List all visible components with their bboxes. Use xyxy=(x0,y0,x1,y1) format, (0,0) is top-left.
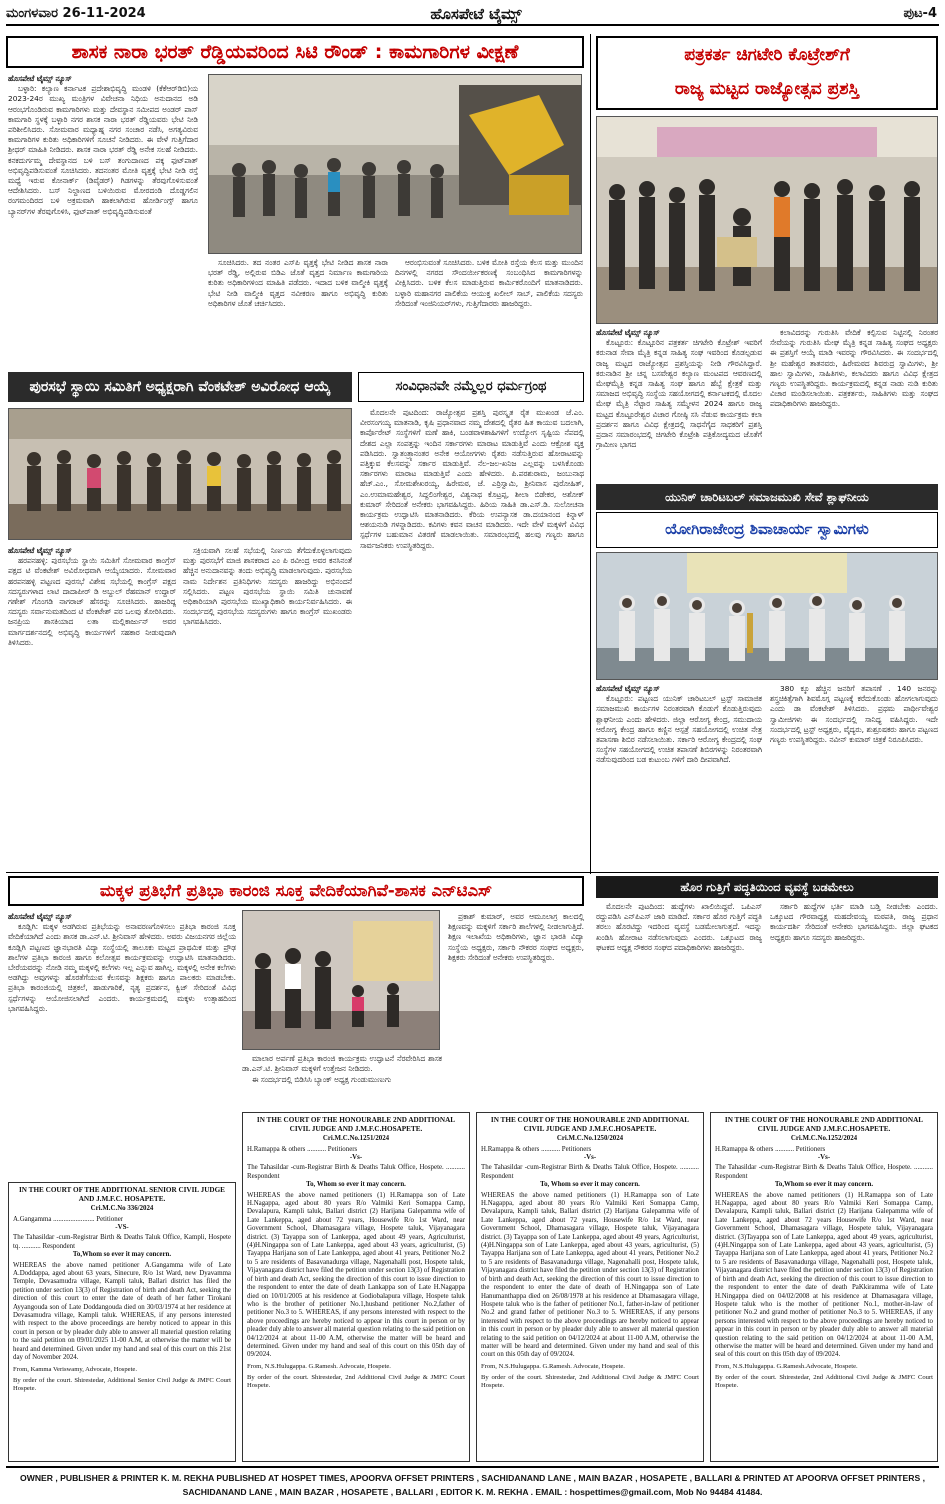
story7-column-2 xyxy=(448,912,584,1108)
legal4-to-whom: To,Whom so ever it may concern. xyxy=(774,1181,874,1189)
legal2-petitioner: H.Ramappa & others ........... Petitioners xyxy=(247,1145,358,1153)
legal2-versus: -Vs- xyxy=(349,1154,363,1161)
legal1-petitioner: A.Gangamma ........................ Petitioner xyxy=(13,1215,124,1223)
legal3-respondent: The Tahasildar -cum-Registrar Birth & Deaths Taluk Office, Hospete. ........... Respondent xyxy=(481,1164,699,1180)
story2-column-1 xyxy=(596,328,762,478)
legal2-case-number: Cri.M.C.No.1251/2024 xyxy=(322,1135,390,1143)
story5-column-2 xyxy=(770,684,938,868)
story2-col1-text: ಕೊಟ್ಟೂರು: ಕೊಟ್ಟೂರಿನ ಪತ್ರಕರ್ತ ಚಿಗಟೇರಿ ಕೊಟ್ರೇಶ್ ಇವರಿಗೆ ಕರುನಾಡ ಸೇವಾ ಮೈತ್ರಿ ಕನ್ನಡ ಸಾಹಿತ್ಯ ಸಂಘ ಇವರಿಂದ ಕೊಡಲ್ಪಡುವ ರಾಜ್ಯ ಮಟ್ಟದ ರಾಜ್ಯೋತ್ಸವ ಪ್ರಶಸ್ತಿಯನ್ನು ನೀಡಿ ಗೌರವಿಸಿದ್ದಾರೆ. ಕರುನಾಡಿನ ಶ್ರೀ ಚನ್ನ ಬಸವೇಶ್ವರ ಕಲ್ಯಾಣ ಮಂಟಪದ ಆವರಣದಲ್ಲಿ ಮೇಘಮೈತ್ರಿ ಕನ್ನಡ ಸಾಹಿತ್ಯ ಸಂಘ ಹಾಗೂ ಹೆಬ್ಬೆ ಕ್ಷೇತ್ರಕೆ ಮತ್ತು ಸಮಾಜದ ಅಭಿವೃದ್ಧಿ ಸಂಸ್ಥೆಯ ಸಹಯೋಗದಲ್ಲಿ ಕರ್ನಾಟಕದಲ್ಲಿ ಮೊದಲ ಮೇಘ ಮೈತ್ರಿ ನೆಟ್ಟಾರ ಸಾಹಿತ್ಯ ಸಮ್ಮೇಳನ 2024 ಹಾಗೂ ರಾಜ್ಯ ಮಟ್ಟದ ಕೊಟ್ಟೂರೇಶ್ವರ ವಿಚಾರ ಗೋಷ್ಠಿ ಸಸಿ ನೆಡುವ ಕಾರ್ಯಕ್ರಮ ಕಲಾ ಪ್ರದರ್ಶನ ಹಾಗೂ ವಿವಿಧ ಕ್ಷೇತ್ರದಲ್ಲಿ ಸಾಧನೆಗೈದ ಸಾಧಕರಿಗೆ ಪ್ರಶಸ್ತಿ ಪ್ರದಾನ ಸಮಾರಂಭದಲ್ಲಿ ಚಿಗಟೇರಿ ಕೊಟ್ರೇಶಿ ಪತ್ರಿಕೋದ್ಯಮದ ಜೊತೆಗೆ ಗ್ರಾಮೀಣ ಭಾಗದ xyxy=(596,338,762,450)
story5-photo xyxy=(596,552,938,680)
legal3-by-order: By order of the court. Shirestedar, 2nd Additional Civil Judge & JMFC Court Hospete. xyxy=(481,1373,699,1389)
story3-photo xyxy=(8,408,352,540)
section-divider xyxy=(6,872,939,873)
story1-col3-text: ಆರಂಭಿಸುವಂತೆ ಸೂಚಿಸಿದರು. ಬಳಿಕ ಮೋತಿ ರಸ್ತೆಯ ಕೆಲಸ ಮತ್ತು ಮುಂದಿನ ದಿನಗಳಲ್ಲಿ ನಗರದ ಸೌಂದರ್ಯೀಕರಣಕ್ಕೆ ಸಂಬಂಧಿಸಿದ ಕಾಮಗಾರಿಗಳನ್ನು ವೀಕ್ಷಿಸಿದರು. ಬಳಿಕ ಕೆಲಸ ಮಾಡುತ್ತಿರುವ ಕಾರ್ಮಿಕರೊಂದಿಗೆ ಮಾತನಾಡಿದರು. ಬಳ್ಳಾರಿ ಮಹಾನಗರ ಪಾಲಿಕೆಯ ಆಯುಕ್ತ ಖಲೀಲ್ ಸಾಬ್, ಪಾಲಿಕೆಯ ಸದಸ್ಯರು ಸೇರಿದಂತೆ ಇಂಜಿನಿಯರ್‌ಗಳು, ಗುತ್ತಿಗೆದಾರರು ಹಾಜರಿದ್ದರು. xyxy=(395,258,583,308)
legal-notice-1 xyxy=(8,1182,236,1462)
story3-col1-text: ಹರಪನಹಳ್ಳಿ: ಪುರಸಭೆಯ ಸ್ಥಾಯಿ ಸಮಿತಿಗೆ ಸೋಮವಾರ ಕಾಂಗ್ರೆಸ್ ಪಕ್ಷದ ಟಿ ವೆಂಕಟೇಶ್ ಅವಿರೋಧವಾಗಿ ಆಯ್ಕೆಯಾದರು. ಸೋಮವಾರ ಹರಪನಹಳ್ಳಿ ಪಟ್ಟಣದ ಪುರಸಭೆ ವಿಶೇಷ ಸಭೆಯಲ್ಲಿ ಕಾಂಗ್ರೆಸ್ ಪಕ್ಷದ ಸದಸ್ಯರುಗಳಾದ ಲಾಟಿ ದಾದಾಪೀರ್ ಡಿ ಅಬ್ದುಲ್ ರೆಹಮಾನ್ ಉದ್ದಾರ್ ಗಣೇಶ್ ಗೊಂಗಡಿ ನಾಗರಾಜ್ ಹೆಸರನ್ನು ಸೂಚಿಸಿದರು. ಹಾಜರಿದ್ದ ಸದಸ್ಯರು ಸರ್ವಾನುಮತದಿಂದ ಟಿ ವೆಂಕಟೇಶ್ ಪರ ಒಲವು ತೋರಿಸಿದರು. ಜನಪ್ರಿಯ ಶಾಸಕಿಯಾದ ಲತಾ ಮಲ್ಲಿಕಾರ್ಜುನ್ ಅವರ ಮಾರ್ಗದರ್ಶನದಲ್ಲಿ ಅಭಿವೃದ್ಧಿ ಕಾರ್ಯಗಳಿಗೆ ಸಹಕಾರ ನೀಡುವುದಾಗಿ ತಿಳಿಸಿದರು. xyxy=(8,556,176,647)
legal3-from: From, N.S.Hulugappa. G.Ramesh. Advocate, Hospete. xyxy=(481,1362,625,1370)
story7-column-1 xyxy=(8,912,236,1180)
story3-byline: ಹೊಸಪೇಟೆ ಟೈಮ್ಸ್ ನ್ಯೂಸ್ xyxy=(8,546,72,555)
story1-byline: ಹೊಸಪೇಟೆ ಟೈಮ್ಸ್ ನ್ಯೂಸ್ xyxy=(8,74,72,83)
story6-col2-text: ಸರ್ಕಾರಿ ಹುದ್ದೆಗಳ ಭರ್ತಿ ಮಾಡಿ ಬಡ್ತಿ ನೀಡಬೇಕು ಎಂದರು. ಒಕ್ಕೂಟದ ಗೌರವಾಧ್ಯಕ್ಷ ಮಹದೇವಯ್ಯ ಮಠಪತಿ, ರಾಜ್ಯ ಪ್ರಧಾನ ಕಾರ್ಯದರ್ಶಿ ಸೇರಿದಂತೆ ಅನೇಕರು ಭಾಗವಹಿಸಿದ್ದರು. ಜಿಲ್ಲಾ ಘಟಕದ ಅಧ್ಯಕ್ಷರು ಹಾಗೂ ಸದಸ್ಯರು ಹಾಜರಿದ್ದರು. xyxy=(770,902,938,942)
story3-column-1 xyxy=(8,546,176,868)
story5-headline-line2: ಯೋಗಿರಾಜೇಂದ್ರ ಶಿವಾಚಾರ್ಯ ಸ್ವಾಮಿಗಳು xyxy=(596,512,938,548)
story3-column-2 xyxy=(183,546,352,868)
story5-col1-text: ಕೊಟ್ಟೂರು: ಪಟ್ಟಣದ ಯುನಿಕ್ ಚಾರಿಟಬಲ್ ಟ್ರಸ್ಟ್ ಸಾಮಾಜಿಕ ಸಮಾಜಮುಖಿ ಕಾರ್ಯಗಳ ನಿರಂತರವಾಗಿ ಕೊಡುಗೆ ಕೊಡುತ್ತಿರುವುದು ಶ್ಲಾಘನೀಯ ಎಂದು ಹೇಳಿದರು. ಜಿಲ್ಲಾ ಆರೋಗ್ಯ ಕೇಂದ್ರ, ಸಮುದಾಯ ಆರೋಗ್ಯ ಕೇಂದ್ರ ಹಾಗೂ ಕಣ್ಣಿನ ಆಸ್ಪತ್ರೆ ಸಹಯೋಗದಲ್ಲಿ ಉಚಿತ ನೇತ್ರ ತಪಾಸಣಾ ಶಿಬಿರ ನಡೆಸಲಾಯಿತು. ಸರ್ಕಾರಿ ಆರೋಗ್ಯ ಕೇಂದ್ರದಲ್ಲಿ ಸಂಘ ಸಂಸ್ಥೆಗಳ ಸಹಯೋಗದಲ್ಲಿ ಉಚಿತ ತಪಾಸಣೆ ಶಿಬಿರಗಳನ್ನು ನಿರಂತರವಾಗಿ ನಡೆಸುವುದರಿಂದ ಬಡ ಕುಟುಂಬ ಗಳಿಗೆ ದಾರಿ ದೀಪವಾಗಿದೆ. xyxy=(596,694,762,765)
story6-column-1 xyxy=(596,902,762,1108)
story1-photo-image xyxy=(209,75,582,254)
story2-photo xyxy=(596,116,938,324)
story5-headline-line1: ಯುನಿಕ್ ಚಾರಿಟಬಲ್ ಸಮಾಜಮುಖಿ ಸೇವೆ ಶ್ಲಾಘನೀಯ xyxy=(596,484,938,510)
legal1-body: WHEREAS the above named petitioner A.Gangamma wife of Late A.Doddappa, aged about 63 years, Sinecure, R/o 1st Ward, new Dyavamma Temple, Devasamudra village, Kampli taluk, Ballari district has filed the petition under section 13(3) of Registration of birth and death Act, seeking the direction of this court to enter the date of death of her father Tirokani Ayyangouda son of Late Doddangouda died on 30/03/1974 at her residence at Devasamudra village, Kampli taluk. WHEREAS, if any persons interested with respect to the above proceedings are hereby noticed to appear in this court in person or by pleader duly able to answer all material question relating to the said petition on 09/01/2025 11-00 A.M, at otherwise the matter will be heard and determined. Given under my hand and seal of this court on this 21st day of November 2024. xyxy=(13,1261,231,1362)
legal-notice-4 xyxy=(710,1112,938,1462)
legal1-case-number: Cri.M.C.No 336/2024 xyxy=(90,1205,154,1213)
legal1-respondent: The Tahasildar -cum-Registrar Birth & Deaths Taluk Office, Kampli, Hospete tq. ........... Respondent xyxy=(13,1234,231,1250)
story7-photo-caption: ಮಾಲಾರ ಅರ್ಪಣೆ ಪ್ರತಿಭಾ ಕಾರಂಜಿ ಕಾರ್ಯಕ್ರಮ ಉದ್ಘಾಟನೆ ನೆರವೇರಿಸಿದ ಶಾಸಕ ಡಾ.ಎನ್.ಟಿ. ಶ್ರೀನಿವಾಸ್ ಮಕ್ಕಳಿಗೆ ಉತ್ತೇಜನ ನೀಡಿದರು. xyxy=(242,1054,442,1074)
legal3-court: IN THE COURT OF THE HONOURABLE 2ND ADDITIONAL CIVIL JUDGE AND J.M.F.C.HOSAPETE. xyxy=(490,1116,690,1133)
legal4-court: IN THE COURT OF THE HONOURABLE 2ND ADDITIONAL CIVIL JUDGE AND J.M.F.C.HOSAPETE. xyxy=(724,1116,924,1133)
legal1-versus: -VS- xyxy=(115,1224,129,1231)
story1-column-2 xyxy=(208,258,388,364)
footer-line-2: SACHIDANAND LANE , MAIN BAZAR , HOSAPETE , BALLARI , EDITOR K. M. REKHA . EMAIL : hospettimes@gmail.com, Mob No 94484 41484. xyxy=(182,1487,763,1497)
story3-headline: ಪುರಸಭೆ ಸ್ಥಾಯಿ ಸಮಿತಿಗೆ ಅಧ್ಯಕ್ಷರಾಗಿ ವೆಂಕಟೇಶ್ ಅವಿರೋಧ ಆಯ್ಕೆ xyxy=(8,372,352,402)
story5-byline: ಹೊಸಪೇಟೆ ಟೈಮ್ಸ್ ನ್ಯೂಸ್ xyxy=(596,684,660,693)
story2-col2-text: ಕಲಾವಿದರನ್ನು ಗುರುತಿಸಿ ವೇದಿಕೆ ಕಲ್ಪಿಸುವ ನಿಟ್ಟಿನಲ್ಲಿ ನಿರಂತರ ಸೇವೆಯನ್ನು ಗುರುತಿಸಿ ಮೇಘ ಮೈತ್ರಿ ಕನ್ನಡ ಸಾಹಿತ್ಯ ಸಂಘದ ಅಧ್ಯಕ್ಷರು ಈ ಪ್ರಶಸ್ತಿಗೆ ಆಯ್ಕೆ ಮಾಡಿ ಇವರನ್ನು ಗೌರವಿಸಿದರು. ಈ ಸಂದರ್ಭದಲ್ಲಿ ಶ್ರೀ ಮಹೇಶ್ವರ ತಾತನವರು, ಹಿರೇಮಠದ ಶಿವರುದ್ರ ಸ್ವಾಮಿಗಳು, ಶ್ರೀ ಹಾಲ ಸ್ವಾಮಿಗಳು, ಸಾಹಿತಿಗಳು, ಕಲಾವಿದರು ಹಾಗೂ ವಿವಿಧ ಕ್ಷೇತ್ರದ ಗಣ್ಯರು ಉಪಸ್ಥಿತರಿದ್ದರು. ಕಾರ್ಯಕ್ರಮದಲ್ಲಿ ಕನ್ನಡ ನಾಡು ನುಡಿ ಕುರಿತು ವಿಚಾರ ಮಂಡಿಸಲಾಯಿತು. ಪತ್ರಕರ್ತರು, ಸಾಹಿತಿಗಳು ಮತ್ತು ಸಂಘದ ಪದಾಧಿಕಾರಿಗಳು ಹಾಜರಿದ್ದರು. xyxy=(770,328,938,409)
story2-byline: ಹೊಸಪೇಟೆ ಟೈಮ್ಸ್ ನ್ಯೂಸ್ xyxy=(596,328,660,337)
legal4-by-order: By order of the court. Shirestedar, 2nd Additional Civil Judge & JMFC Court Hospete. xyxy=(715,1373,933,1389)
story6-column-2 xyxy=(770,902,938,1108)
legal1-court: IN THE COURT OF THE ADDITIONAL SENIOR CIVIL JUDGE AND J.M.F.C. HOSAPETE. xyxy=(19,1186,225,1203)
legal3-body: WHEREAS the above named petitioners (1) H.Ramappa son of Late H.Nagappa, aged about 80 years R/o Valmiki Keri Somappa Camp, Devalapura, Kampli taluk, Ballari district (2) Harijana Galepamma wife of Late Lankeppa, aged about 72 years, Housewife R/o 1st Ward, near Government School, Dhamasagara village, Hospete taluk, Vijayanagara district. (3) Tayappa son of Late Lankeppa, aged about 49 years, Agriculturist, (4)H.Ningappa son of Late Lankeppa, aged about 43 years, agriculturist, (5) Tayappa Harijana son of Late Lankeppa, aged about 41 years, Petitioner No.2 to 5 are residents of Basavanadurga village, Nagenahalli post, Hospete taluk, Vijayanagara district have filed the petition under section 13(3) of Registration of birth and death Act, seeking the direction of this court to issue direction to the respondent to enter the date of death of H.Ningappa son of Late Hanumanthappa died on 26/08/1978 at his residence at Dhamasagara village, Hospete taluk who is the father of petitioner No.1, father-in-law of petitioner No.2 and grand father of petitioner No.3 to 5. WHEREAS, if any persons interested with respect to the above proceedings are hereby noticed to appear in this court in person or by pleader duly able to answer all material question relating to the said petition on 04/12/2024 at about 11-00 A.M, otherwise the matter will be heard and determined. Given under my hand and seal of this court on this 05th day of 09/2024. xyxy=(481,1191,699,1359)
legal4-respondent: The Tahasildar -cum-Registrar Birth & Deaths Taluk Office, Hospete. ........... Respondent xyxy=(715,1164,933,1180)
masthead-date: ಮಂಗಳವಾರ 26-11-2024 xyxy=(6,6,146,21)
story1-col2-text: ಸೂಚಿಸಿದರು. ತದ ನಂತರ ಎಸ್‌ಪಿ ವೃತ್ತಕ್ಕೆ ಭೇಟಿ ನೀಡಿದ ಶಾಸಕ ನಾರಾ ಭರತ್ ರೆಡ್ಡಿ, ಅಲ್ಲಿರುವ ಬಿಡಿಎ ಜೊತೆ ವೃತ್ತದ ನಿರ್ಮಾಣ ಕಾಮಗಾರಿಯ ಕುರಿತು ಅಧಿಕಾರಿಗಳಿಂದ ಮಾಹಿತಿ ಪಡೆದರು. ಇದಾದ ಬಳಿಕ ವಾಲ್ಮೀಕಿ ವೃತ್ತಕ್ಕೆ ಭೇಟಿ ನೀಡಿ ವಾಲ್ಮೀಕಿ ವೃತ್ತದ ನವೀಕರಣ ಹಾಗೂ ಅಭಿವೃದ್ಧಿ ಕುರಿತು ಅಧಿಕಾರಿಗಳ ಜೊತೆ ಚರ್ಚಿಸಿದರು. xyxy=(208,258,388,308)
legal3-to-whom: To, Whom so ever it may concern. xyxy=(540,1181,640,1189)
story6-headline: ಹೊರ ಗುತ್ತಿಗೆ ಪದ್ಧತಿಯಿಂದ ವ್ಯವಸ್ಥೆ ಬಡಮೇಲು xyxy=(596,876,938,898)
legal-notice-3 xyxy=(476,1112,704,1462)
story4-column xyxy=(360,408,584,868)
story1-column-3 xyxy=(395,258,583,364)
story1-headline: ಶಾಸಕ ನಾರಾ ಭರತ್ ರೆಡ್ಡಿಯವರಿಂದ ಸಿಟಿ ರೌಂಡ್ : ಕಾಮಗಾರಿಗಳ ವೀಕ್ಷಣೆ xyxy=(6,36,584,68)
story6-col1-text: ಮೊದಲನೇ ಪುಟದಿಂದ: ಹುದ್ದೆಗಳು ಖಾಲಿಯಿದ್ದವೆ. ಒಪಿಎಸ್ ರದ್ದುಪಡಿಸಿ ಎನ್‌ಪಿಎಸ್ ಜಾರಿ ಮಾಡಿದೆ. ಸರ್ಕಾರ ಹೊರ ಗುತ್ತಿಗೆ ಪದ್ಧತಿ ತರಲು ಹೊರಟಿದ್ದು ಇದರಿಂದ ವ್ಯವಸ್ಥೆ ಬಡಮೇಲಾಗುತ್ತದೆ. ಇದನ್ನು ಖಂಡಿಸಿ ಹೋರಾಟ ನಡೆಸಲಾಗುವುದು ಎಂದರು. ಒಕ್ಕೂಟದ ರಾಜ್ಯ ಘಟಕದ ಅಧ್ಯಕ್ಷ ನೌಕರರ ಸಂಘದ ಪದಾಧಿಕಾರಿಗಳು ಹಾಜರಿದ್ದರು. xyxy=(596,902,762,952)
legal-notice-2 xyxy=(242,1112,470,1462)
legal3-case-number: Cri.M.C.No.1250/2024 xyxy=(556,1135,624,1143)
imprint-footer xyxy=(6,1466,939,1502)
story4-headline: ಸಂವಿಧಾನವೇ ನಮ್ಮೆಲ್ಲರ ಧರ್ಮಗ್ರಂಥ xyxy=(358,372,584,402)
legal1-from: From, Kamma Veriswamy, Advocate, Hospete. xyxy=(13,1365,137,1373)
legal3-versus: -Vs- xyxy=(583,1154,597,1161)
legal4-body: WHEREAS the above named petitioners (1) H.Ramappa son of Late H.Nagappa, aged about 80 years R/o Valmiki Keri Somappa Camp, Devalapura, Kampli taluk, Ballari district (2) Harijana Galepamma wife of Late Lankeppa, aged about 72 years Housewife R/o 1st Ward, near Government School, Dhamasagara village, Hospete taluk, Vijayanagara district. (3)Tayappa son of Late Lankeppa, aged about 49 years, agriculturist, (4)H.Ningappa son of Late Lankeppa, aged about 43 years, agriculturist, (5) Tayappa Harijana son of Late Lankeppa, aged about 41 years, Petitioner No.2 to 5 are residents of Basavanadurga village, Nagenahalli post, Hospete taluk, Vijayanagara district have filed the petition under section 13(3) of Registration of birth and death Act, seeking the direction of this court to issue direction to the respondent to enter the date of death PaKkiramma wife of Late H.Ningappa died on 04/02/2008 at his residence at Dhamasagara village, Hospete taluk who is the mother of petitioner No.1, mother-in-law of petitioner No.2 and grand mother of petitioner No.3 to 5. WHEREAS, if any persons interested with respect to the above proceedings are hereby noticed to appear in this court in person or by pleader duly able to answer all material question relating to the said petition on 04/12/2024 at about 11-00 A.M, otherwise the matter will be heard and determined. Given under my hand and seal of this court on this 05th day of 09/2024. xyxy=(715,1191,933,1359)
legal2-body: WHEREAS the above named petitioners (1) H.Ramappa son of Late H.Nagappa, aged about 80 years R/o Valmiki Keri Somappa Camp, Devalapura, Kampli taluk, Ballari district (2) Harijana Galepamma wife of Late Lankeppa, aged about 72 years, Housewife R/o 1st Ward, near Government School, Dhamasagara village, Hospete taluk, Vijayanagara district. (3) Tayappa son of Lankeppa, aged about 49 years, Agriculturist, (4)H.Ningappa son of Late Lankeppa, aged about 43 years, agriculturist, (5) Tayappa Harijana son of Late Lankeppa, aged about 41 years, Petitioner No.2 to 5 are residents of Basavanadurga village, Nagenahalli post, Hospete taluk, Vijayanagara district have filed the petition under section 13(3) of Registration of birth and death Act, seeking the direction of this court to issue direction to the respondent to enter the date of death Lankappa son of Late H.Nagappa died on 10/01/2005 at his residence at Godiobalapura village, Hospete taluk who is the brother of petitioner No.1,husband petitioner No.2,father of petitioner No.3 to 5. WHEREAS, if any persons interested with respect to the above proceedings are hereby noticed to appear in this court in person or by pleader duly able to answer all material question relating to the said petition on 04/12/2024 at about 11-00 A.M, otherwise the matter will be heard and determined. Given under my hand and seal of this court on this 05th day of 09/2024. xyxy=(247,1191,465,1359)
story7-byline: ಹೊಸಪೇಟೆ ಟೈಮ್ಸ್ ನ್ಯೂಸ್ xyxy=(8,912,72,921)
legal2-to-whom: To, Whom so ever it may concern. xyxy=(306,1181,406,1189)
legal4-from: From, N.S.Hulugappa. G.Ramesh.Advocate, Hospete. xyxy=(715,1362,858,1370)
story1-photo xyxy=(208,74,582,254)
legal2-from: From, N.S.Hulugappa. G.Ramesh. Advocate, Hospete. xyxy=(247,1362,391,1370)
masthead-paper-name: ಹೊಸಪೇಟೆ ಟೈಮ್ಸ್ xyxy=(430,5,522,23)
legal2-by-order: By order of the court. Shirestedar, 2nd Additional Civil Judge & JMFC Court Hospete. xyxy=(247,1373,465,1389)
story7-col1-text: ಕೂಡ್ಲಿಗಿ: ಮಕ್ಕಳ ಅಡಗಿರುವ ಪ್ರತಿಭೆಯನ್ನು ಅನಾವರಣಗೊಳಿಸಲು ಪ್ರತಿಭಾ ಕಾರಂಜಿ ಸೂಕ್ತ ವೇದಿಕೆಯಾಗಿದೆ ಎಂದು ಶಾಸಕ ಡಾ.ಎನ್.ಟಿ. ಶ್ರೀನಿವಾಸ್ ಹೇಳಿದರು. ಅವರು ವಿಜಯನಗರ ಜಿಲ್ಲೆಯ ಕೂಡ್ಲಿಗಿ ಪಟ್ಟಣದ ಜ್ಞಾನಭಾರತಿ ವಿದ್ಯಾ ಸಂಸ್ಥೆಯಲ್ಲಿ ತಾಲೂಕು ಮಟ್ಟದ ಪ್ರಾಥಮಿಕ ಮತ್ತು ಪ್ರೌಢ ಶಾಲೆಗಳ ಪ್ರತಿಭಾ ಕಾರಂಜಿ ಹಾಗೂ ಕಲೋತ್ಸವ ಕಾರ್ಯಕ್ರಮವನ್ನು ಉದ್ಘಾಟಿಸಿ ಮಾತನಾಡಿದರು. ಬೇರೆಯವರನ್ನು ನೋಡಿ ನಮ್ಮ ಮಕ್ಕಳಲ್ಲಿ ಕಲೆಗಳು ಇಲ್ಲ ಎನ್ನುವ ಹಾಗಿಲ್ಲ. ಮಕ್ಕಳಲ್ಲಿ ಅನೇಕ ಕಲೆಗಳು ಅಡಗಿದ್ದು ಅವುಗಳನ್ನು ಹೊರತೆಗೆಯುವ ಕೆಲಸವನ್ನು ಶಿಕ್ಷಕರು ಹಾಗೂ ಪಾಲಕರು ಮಾಡಬೇಕು. ಪ್ರತಿಭಾ ಕಾರಂಜಿಯಲ್ಲಿ ಚಿತ್ರಕಲೆ, ಹಾಡುಗಾರಿಕೆ, ನೃತ್ಯ ಪ್ರದರ್ಶನ, ಕ್ವಿಜ್ ಸೇರಿದಂತೆ ವಿವಿಧ ಸ್ಪರ್ಧೆಗಳನ್ನು ಆಯೋಜಿಸಲಾಗಿದೆ ಎಂದರು. ಕಾರ್ಯಕ್ರಮದಲ್ಲಿ ಮಕ್ಕಳು ಉತ್ಸಾಹದಿಂದ ಭಾಗವಹಿಸಿದ್ದರು. xyxy=(8,922,236,1013)
story5-column-1 xyxy=(596,684,762,868)
legal4-case-number: Cri.M.C.No.1252/2024 xyxy=(790,1135,858,1143)
story4-body-text: ಮೊದಲನೇ ಪುಟದಿಂದ: ರಾಜ್ಯೋತ್ಸವ ಪ್ರಶಸ್ತಿ ಪುರಸ್ಕೃತ ರೈತ ಮುಖಂಡ ಜೆ.ಎಂ. ವೀರಸಂಗಯ್ಯ ಮಾತನಾಡಿ, ಕೃಷಿ ಪ್ರಧಾನವಾದ ನಮ್ಮ ದೇಶದಲ್ಲಿ ರೈತರ ಹಿತ ಕಾಯುವ ಬದಲಾಗಿ, ಕಾರ್ಪೊರೇಟ್ ಸಂಸ್ಥೆಗಳಿಗೆ ಮಣೆ ಹಾಕಿ, ಬಂಡವಾಳಶಾಹಿಗಳಿಗೆ ಉದ್ಯೋಗ ಸೃಷ್ಟಿಯ ನೆಪದಲ್ಲಿ ದೇಶದ ಎಲ್ಲಾ ಸಂಪತ್ತನ್ನು ಇಂದಿನ ಸರ್ಕಾರಗಳು ಮಾರಾಟ ಮಾಡುತ್ತಿವೆ ಎಂದು ಆಕ್ರೋಶ ವ್ಯಕ್ತ ಪಡಿಸಿದರು. ಸ್ವಾತಂತ್ರ್ಯಾನಂತರ ಅನೇಕ ಆಯೋಗಗಳು ರೈತರು ನಡೆಸುತ್ತಿರುವ ಹೋರಾಟವನ್ನು ಪತ್ತಿಕ್ಕುವ ಕೆಲಸವನ್ನು ಸರ್ಕಾರ ಮಾಡುತ್ತಿವೆ. ನೆಲ-ಜಲ-ಖನಿಜ ಎಲ್ಲವನ್ನು ಬಳಸಿಕೊಂಡು ಸರ್ಕಾರಗಳು ಮಾರಾಟ ಮಾಡುತ್ತಿವೆ ಎಂದು ಹೇಳಿದರು. ಪಿ.ಪರಶುರಾಮ, ಜಂಬುನಾಥ ಹೆಚ್.ಎಂ., ಸೋಮಶೇಖರಯ್ಯ, ಹಿರೇಮಠ, ಜೆ. ಎರ್ರಿಸ್ವಾಮಿ, ಶ್ರೀನಿವಾಸ ಪುರೋಹಿತ್, ಎಂ.ಉಮಾಮಹೇಶ್ವರ, ಸಿದ್ದಲಿಂಗೇಶ್ವರ, ವಿಶ್ವನಾಥ ಕೊಟ್ರಪ್ಪ, ಶೀಲಾ ಬಿಡೇಕರ, ಅಶೋಕ್ ಕುಮಾರ್ ಸೇರಿದಂತೆ ಅನೇಕರು ಭಾಗವಹಿಸಿದ್ದರು. ಹಿರಿಯ ಸಾಹಿತಿ ಡಾ.ಎಸ್.ಡಿ. ಸುಲೋಚನಾ ಕಾರ್ಯಕ್ರಮ ಉದ್ಘಾಟಿಸಿ ಮಾತನಾಡಿದರು. ಕೆರಿಯ ಉಪನ್ಯಾಸಕ ಡಾ.ದಯಾನಂದ ಕಿನ್ನಾಳ್ ಆಶಯನುಡಿ ಗಳನ್ನಾಡಿದರು. ಕವಿಗಳು ಕವನ ವಾಚನ ಮಾಡಿದರು. ಇದೇ ವೇಳೆ ಮಕ್ಕಳಿಗೆ ವಿವಿಧ ಸ್ಪರ್ಧೆಗಳ ಬಹುಮಾನ ವಿತರಣೆ ಮಾಡಲಾಯಿತು. ಸಮಾರಂಭದಲ್ಲಿ ಹಲವು ಗಣ್ಯರು ಹಾಗೂ ಸಾರ್ವಜನಿಕರು ಉಪಸ್ಥಿತರಿದ್ದರು. xyxy=(360,408,584,550)
story7-headline: ಮಕ್ಕಳ ಪ್ರತಿಭೆಗೆ ಪ್ರತಿಭಾ ಕಾರಂಜಿ ಸೂಕ್ತ ವೇದಿಕೆಯಾಗಿವೆ-ಶಾಸಕ ಎನ್‌ಟಿಎಸ್ xyxy=(8,876,584,906)
story5-photo-image xyxy=(597,553,938,680)
story5-col2-text: 380 ಕ್ಕೂ ಹೆಚ್ಚಿನ ಜನರಿಗೆ ತಪಾಸಣೆ . 140 ಜನರನ್ನು ಶಸ್ತ್ರಚಿಕಿತ್ಸೆಗಾಗಿ ಶಿವಮೊಗ್ಗ ಪಟ್ಟಣಕ್ಕೆ ಕರೆದುಕೊಂಡು ಹೋಗಲಾಗುವುದು ಎಂದು ಡಾ ವೆಂಕಟೇಶ್ ತಿಳಿಸಿದರು. ಪ್ರಥಮ ಪಾರ್ಥೀವೇಶ್ವರ ಸ್ವಾಮೀಜಿಗಳು ಈ ಸಂದರ್ಭದಲ್ಲಿ ಸಾನಿಧ್ಯ ವಹಿಸಿದ್ದರು. ಇದೇ ಸಂದರ್ಭದಲ್ಲಿ ಟ್ರಸ್ಟ್ ಅಧ್ಯಕ್ಷರು, ವೈದ್ಯರು, ಶುಶ್ರೂಷಕರು ಹಾಗೂ ಪಟ್ಟಣದ ಗಣ್ಯರು ಉಪಸ್ಥಿತರಿದ್ದರು. ನವೀನ್ ಕುಮಾರ್ ಚಿತ್ರಕೆ ನಿರೂಪಿಸಿದರು. xyxy=(770,684,938,745)
story3-col2-text: ಸಕ್ರಿಯವಾಗಿ ಸಲಹೆ ಸಭೆಯಲ್ಲಿ ನಿರ್ಣಯ ತೆಗೆದುಕೊಳ್ಳಲಾಗುವುದು ಮತ್ತು ಪುರಸಭೆಗೆ ಮಾಜಿ ಶಾಸಕರಾದ ಎಂ ಪಿ ರವೀಂದ್ರ ಅವರ ಕನಸಿನಂತೆ ಹೆಚ್ಚಿನ ಅನುದಾನವನ್ನು ತಂದು ಅಭಿವೃದ್ಧಿ ಮಾಡಲಾಗುವುದು. ಪುರಸಭೆಯ ನಾಮ ನಿರ್ದೇಶನ ಪ್ರತಿನಿಧಿಗಳು ಸದಸ್ಯರು ಹಾಜರಿದ್ದು ಅಭಿನಂದನೆ ಸಲ್ಲಿಸಿದರು. ಪಟ್ಟಣ ಪುರಸಭೆಯ ಸ್ಥಾಯಿ ಸಮಿತಿ ಚುನಾವಣೆ ಅಧಿಕಾರಿಯಾಗಿ ಪುರಸಭೆಯ ಮುಖ್ಯಾಧಿಕಾರಿ ಕಾರ್ಯನಿರ್ವಹಿಸಿದರು. ಈ ಸಂದರ್ಭದಲ್ಲಿ ಪುರಸಭೆಯ ಸದಸ್ಯರುಗಳು ಹಾಗೂ ಕಾಂಗ್ರೆಸ್ ಮುಖಂಡರು ಭಾಗವಹಿಸಿದರು. xyxy=(183,546,352,627)
story7-col2-text: ಪ್ರಕಾಶ್ ಕುಮಾರ್, ಅವರ ಆಮೂಲಾಗ್ರ ಕಾಲದಲ್ಲಿ ಶಿಕ್ಷಣವನ್ನು ಮಕ್ಕಳಿಗೆ ಸರ್ಕಾರಿ ಶಾಲೆಗಳಲ್ಲಿ ನೀಡಲಾಗುತ್ತಿದೆ. ಶಿಕ್ಷಣ ಇಲಾಖೆಯ ಅಧಿಕಾರಿಗಳು, ಜ್ಞಾನ ಭಾರತಿ ವಿದ್ಯಾ ಸಂಸ್ಥೆಯ ಅಧ್ಯಕ್ಷರು, ಸರ್ಕಾರಿ ನೌಕರರ ಸಂಘದ ಅಧ್ಯಕ್ಷರು, ಶಿಕ್ಷಕರು ಸೇರಿದಂತೆ ಅನೇಕರು ಉಪಸ್ಥಿತರಿದ್ದರು. xyxy=(448,912,584,962)
footer-line-1: OWNER , PUBLISHER & PRINTER K. M. REKHA PUBLISHED AT HOSPET TIMES, APOORVA OFFSET PRINTERS , SACHIDANAND LANE , MAIN BAZAR , HOSAPETE , BALLARI & PRINTED AT APOORVA OFFSET PRINTERS , xyxy=(20,1473,925,1483)
legal4-petitioner: H.Ramappa & others ........... Petitioners xyxy=(715,1145,826,1153)
story7-photo-image xyxy=(243,911,440,1050)
story2-headline xyxy=(596,36,938,110)
legal4-versus: -Vs- xyxy=(817,1154,831,1161)
story2-photo-image xyxy=(597,117,938,324)
story7-photo xyxy=(242,910,440,1050)
legal1-to-whom: To,Whom so ever it may concern. xyxy=(72,1251,172,1259)
story3-photo-image xyxy=(9,409,352,540)
legal2-respondent: The Tahasildar -cum-Registrar Birth & Deaths Taluk Office, Hospete. ........... Respondent xyxy=(247,1164,465,1180)
story2-headline-line1: ಪತ್ರಕರ್ತ ಚಿಗಟೇರಿ ಕೊಟ್ರೇಶ್‌ಗೆ xyxy=(684,45,850,65)
legal3-petitioner: H.Ramappa & others ........... Petitioners xyxy=(481,1145,592,1153)
story2-headline-line2: ರಾಜ್ಯ ಮಟ್ಟದ ರಾಜ್ಯೋತ್ಸವ ಪ್ರಶಸ್ತಿ xyxy=(674,79,860,99)
story1-column-1 xyxy=(8,74,198,364)
story7-photo-caption-block xyxy=(242,1054,442,1108)
column-divider-right xyxy=(590,34,591,874)
story1-col1-text: ಬಳ್ಳಾರಿ: ಕಲ್ಯಾಣ ಕರ್ನಾಟಕ ಪ್ರದೇಶಾಭಿವೃದ್ಧಿ ಮಂಡಳಿ (ಕೆಕೆಆರ್‌ಡಿಬಿ)ಯ 2023-24ರ ಮುಖ್ಯ ಮಂತ್ರಿಗಳ ವಿವೇಚನಾ ನಿಧಿಯ ಅನುದಾನದ ಅಡಿ ಆರಂಭಗೊಂಡಿರುವ ಕಾಮಗಾರಿಗಳು ಮತ್ತು ದೇವಸ್ಥಾನ ಸಮೀಪದ ಅಂಡರ್ ಪಾಸ್ ಕಾಮಗಾರಿ ಸ್ಥಳಕ್ಕೆ ಬಳ್ಳಾರಿ ನಗರ ಶಾಸಕ ನಾರಾ ಭರತ್ ರೆಡ್ಡಿಯವರು ಭೇಟಿ ನೀಡಿ ಪರಿಶೀಲಿಸಿದರು. ಸೋಮವಾರ ಮಧ್ಯಾಹ್ನ ನಗರ ಸಂಚಾರ ನಡೆಸಿ, ಅಗತ್ಯವಿರುವ ಕಾಮಗಾರಿಗಳ ಕುರಿತು ಅಧಿಕಾರಿಗಳಿಗೆ ಸೂಚನೆ ನೀಡಿದರು. ಈ ವೇಳೆ ಗುತ್ತಿಗೆದಾರ ಶ್ರೀಧರ್ ಮಾಹಿತಿ ನೀಡಿದರು. ಶಾಸಕ ನಾರಾ ಭರತ್ ರೆಡ್ಡಿ ಅನೇಕ ಸಲಹೆ ನೀಡಿದರು. ಕನಕದುರ್ಗಮ್ಮ ದೇವಸ್ಥಾನದ ಬಳಿ ಬಸ್ ತಂಗುದಾಣದ ಪಕ್ಕ ಫುಟ್‌ಪಾತ್ ಅಭಿವೃದ್ಧಿಪಡಿಸುವಂತೆ ಸೂಚಿಸಿದರು. ತದನಂತರ ಮೋತಿ ವೃತ್ತಕ್ಕೆ ಭೇಟಿ ನೀಡಿ ರಸ್ತೆ ಮಧ್ಯೆ ಇರುವ ಕೋನಾರ್ಕ್ (ಡಿವೈಡರ್) ಗಿಡಗಳನ್ನು ತೆರವುಗೊಳಿಸುವಂತೆ ಆದೇಶಿಸಿದರು. ಬಸ್ ನಿಲ್ದಾಣದ ಬಳಿಯಿರುವ ಮೋರದಂಡಿ ದೊಡ್ಡಗಲಿನ ರಂಗಮಂದಿರದ ಬಳಿ ಅಕ್ರಮವಾಗಿ ಹಾಕಲಾಗಿರುವ ಹೋರ್ಡಿಂಗ್ಸ್ ಹಾಗೂ ಬ್ಯಾನರ್‌ಗಳ ತೆರವುಗೊಳಿಸಿ, ಫುಟ್‌ಪಾತ್ ಅಭಿವೃದ್ಧಿಪಡಿಸುವಂತೆ xyxy=(8,84,198,216)
masthead xyxy=(6,4,939,26)
story2-column-2 xyxy=(770,328,938,478)
masthead-page-number: ಪುಟ-4 xyxy=(903,6,937,21)
legal2-court: IN THE COURT OF THE HONOURABLE 2ND ADDITIONAL CIVIL JUDGE AND J.M.F.C.HOSAPETE. xyxy=(256,1116,456,1133)
story7-photo-note: ಈ ಸಂದರ್ಭದಲ್ಲಿ ಬಿಡಿಸಿಸಿ ಬ್ಯಾಂಕ್ ಅಧ್ಯಕ್ಷ ಗುಂಡುಮುಣುಗು xyxy=(252,1075,392,1085)
legal1-by-order: By order of the court. Shirestedar, Additional Senior Civil Judge & JMFC Court Hospete. xyxy=(13,1376,231,1392)
